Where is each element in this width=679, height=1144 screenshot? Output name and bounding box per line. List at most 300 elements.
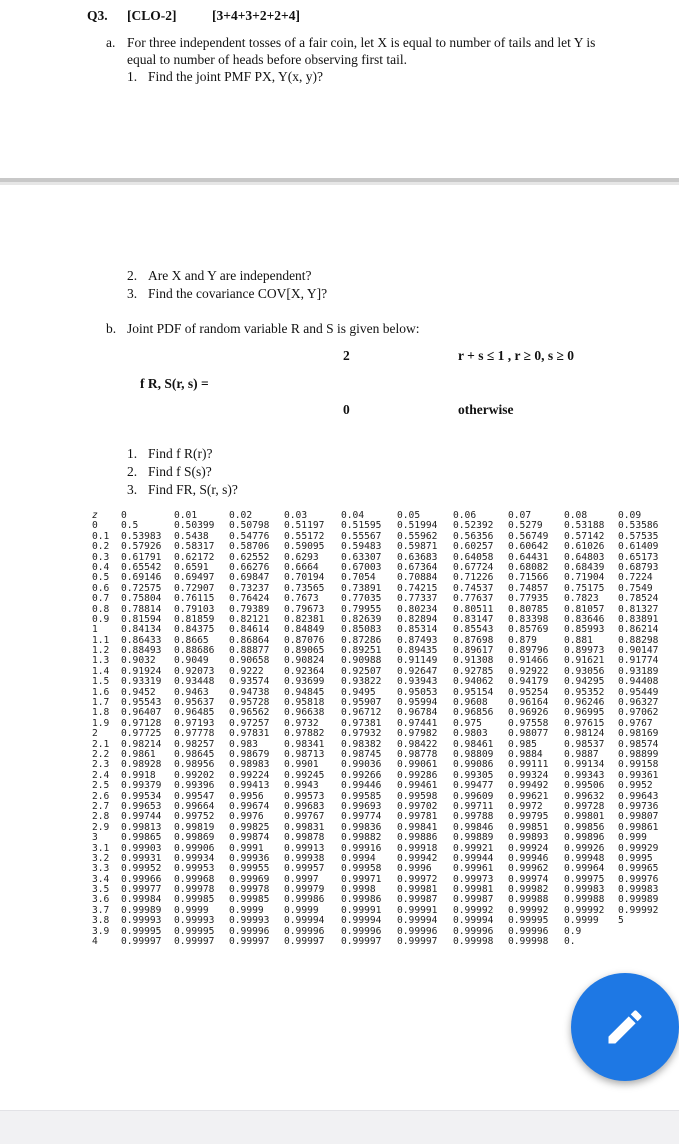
z-value-cell: 1.1 xyxy=(92,634,110,646)
probability-cell: 0.96407 xyxy=(121,707,162,719)
probability-cell: 0.51197 xyxy=(284,520,325,532)
probability-cell: 0.79955 xyxy=(341,603,382,615)
probability-cell: 0.99994 xyxy=(284,915,325,927)
probability-cell: 0.95728 xyxy=(229,697,270,709)
probability-cell: 0.9049 xyxy=(174,655,209,667)
probability-cell: 0.9999 xyxy=(284,904,319,916)
probability-cell: 0.9952 xyxy=(618,780,653,792)
probability-cell: 0.99995 xyxy=(508,915,549,927)
clo-tag: [CLO-2] xyxy=(127,8,177,23)
probability-cell: 0.95818 xyxy=(284,697,325,709)
probability-cell: 0.99993 xyxy=(174,915,215,927)
probability-cell: 0.99955 xyxy=(229,863,270,875)
probability-cell: 0.85314 xyxy=(397,624,438,636)
probability-cell: 0.92073 xyxy=(174,665,215,677)
probability-cell: 0.9452 xyxy=(121,686,156,698)
probability-cell: 0.95994 xyxy=(397,697,438,709)
probability-cell: 0.69847 xyxy=(229,572,270,584)
probability-cell: 0.99711 xyxy=(453,800,494,812)
part-a-item-1-text: Find the joint PMF PX, Y(x, y)? xyxy=(148,69,324,84)
z-value-cell: 0.5 xyxy=(92,572,110,584)
probability-cell: 0.71904 xyxy=(564,572,605,584)
probability-cell: 0.86433 xyxy=(121,634,162,646)
probability-cell: 0.82121 xyxy=(229,613,270,625)
probability-cell: 0.99916 xyxy=(341,842,382,854)
probability-cell: 0.99997 xyxy=(397,936,438,948)
probability-cell: 0.99831 xyxy=(284,821,325,833)
probability-cell: 0.89251 xyxy=(341,645,382,657)
probability-cell: 0.97882 xyxy=(284,728,325,740)
probability-cell: 0.99996 xyxy=(284,925,325,937)
probability-cell: 0.98257 xyxy=(174,738,215,750)
part-b-item-2-num: 2. xyxy=(127,464,138,479)
probability-cell: 0.85543 xyxy=(453,624,494,636)
probability-cell: 0.98214 xyxy=(121,738,162,750)
probability-cell: 0.99974 xyxy=(508,873,549,885)
probability-cell: 0.99396 xyxy=(174,780,215,792)
probability-cell: 0.7054 xyxy=(341,572,376,584)
probability-cell: 0.66276 xyxy=(229,561,270,573)
probability-cell: 0.99992 xyxy=(508,904,549,916)
probability-cell: 0.99477 xyxy=(453,780,494,792)
probability-cell: 0.81327 xyxy=(618,603,659,615)
probability-cell: 0.91621 xyxy=(564,655,605,667)
probability-cell: 0.05 xyxy=(397,510,421,521)
probability-cell: 0.50798 xyxy=(229,520,270,532)
probability-cell: 0.53586 xyxy=(618,520,659,532)
probability-cell: 0.98124 xyxy=(564,728,605,740)
probability-cell: 0.985 xyxy=(508,738,537,750)
probability-cell: 0.9996 xyxy=(397,863,432,875)
probability-cell: 0.983 xyxy=(229,738,258,750)
probability-cell: 0.77935 xyxy=(508,593,549,605)
probability-cell: 0.98382 xyxy=(341,738,382,750)
probability-cell: 0.65173 xyxy=(618,551,659,563)
probability-cell: 0.96562 xyxy=(229,707,270,719)
probability-cell: 0.75804 xyxy=(121,593,162,605)
probability-cell: 0.99997 xyxy=(341,936,382,948)
probability-cell: 0.97831 xyxy=(229,728,270,740)
probability-cell: 0.97615 xyxy=(564,717,605,729)
probability-cell: 0.99305 xyxy=(453,769,494,781)
probability-cell: 0.99674 xyxy=(229,800,270,812)
probability-cell: 0.99752 xyxy=(174,811,215,823)
probability-cell: 0.90658 xyxy=(229,655,270,667)
probability-cell: 0.69497 xyxy=(174,572,215,584)
probability-cell: 0.91774 xyxy=(618,655,659,667)
probability-cell: 0.99813 xyxy=(121,821,162,833)
z-value-cell: 2.2 xyxy=(92,748,110,760)
probability-cell: 0.56356 xyxy=(453,530,494,542)
z-value-cell: 3.7 xyxy=(92,904,110,916)
probability-cell: 0.80511 xyxy=(453,603,494,615)
probability-cell: 0.99953 xyxy=(174,863,215,875)
probability-cell: 0.99643 xyxy=(618,790,659,802)
z-value-cell: 1.6 xyxy=(92,686,110,698)
probability-cell: 0.81859 xyxy=(174,613,215,625)
probability-cell: 0.95352 xyxy=(564,686,605,698)
probability-cell: 0.99913 xyxy=(284,842,325,854)
pdf-case-1-condition: r + s ≤ 1 , r ≥ 0, s ≥ 0 xyxy=(458,348,575,363)
z-value-cell: 1.4 xyxy=(92,665,110,677)
z-value-cell: 2 xyxy=(92,728,98,740)
probability-cell: 0.85993 xyxy=(564,624,605,636)
probability-cell: 0.79103 xyxy=(174,603,215,615)
probability-cell: 0.9999 xyxy=(564,915,599,927)
probability-cell: 0.59871 xyxy=(397,541,438,553)
probability-cell: 0.99245 xyxy=(284,769,325,781)
probability-cell: 0.9767 xyxy=(618,717,653,729)
part-b-item-3-text: Find FR, S(r, s)? xyxy=(148,482,238,497)
probability-cell: 0.97128 xyxy=(121,717,162,729)
probability-cell: 0.89796 xyxy=(508,645,549,657)
pdf-case-1-value: 2 xyxy=(343,348,350,363)
probability-cell: 0.9943 xyxy=(284,780,319,792)
probability-cell: 0.83147 xyxy=(453,613,494,625)
probability-cell: 0.92507 xyxy=(341,665,382,677)
probability-cell: 0.99825 xyxy=(229,821,270,833)
probability-cell: 0.99918 xyxy=(397,842,438,854)
probability-cell: 0.96856 xyxy=(453,707,494,719)
probability-cell: 0.84849 xyxy=(284,624,325,636)
pdf-case-2-value: 0 xyxy=(343,402,350,417)
probability-cell: 0.99977 xyxy=(121,884,162,896)
probability-cell: 0.99997 xyxy=(174,936,215,948)
probability-cell: 0.86864 xyxy=(229,634,270,646)
probability-cell: 0.99979 xyxy=(284,884,325,896)
probability-cell: 0.99807 xyxy=(618,811,659,823)
probability-cell: 0.99944 xyxy=(453,852,494,864)
probability-cell: 0.99986 xyxy=(341,894,382,906)
probability-cell: 0.99111 xyxy=(508,759,549,771)
probability-cell: 0.03 xyxy=(284,510,308,521)
probability-cell: 0.93943 xyxy=(397,676,438,688)
probability-cell: 0.99836 xyxy=(341,821,382,833)
probability-cell: 0.9222 xyxy=(229,665,264,677)
part-a-item-1-num: 1. xyxy=(127,69,138,84)
probability-cell: 0.69146 xyxy=(121,572,162,584)
probability-cell: 0.63683 xyxy=(397,551,438,563)
probability-cell: 0.99952 xyxy=(121,863,162,875)
probability-cell: 0.99061 xyxy=(397,759,438,771)
probability-cell: 0.99856 xyxy=(564,821,605,833)
probability-cell: 0.99995 xyxy=(121,925,162,937)
probability-cell: 0.99882 xyxy=(341,832,382,844)
z-value-cell: 3.6 xyxy=(92,894,110,906)
probability-cell: 0.9884 xyxy=(508,748,543,760)
probability-cell: 0.99921 xyxy=(453,842,494,854)
z-value-cell: 0.6 xyxy=(92,582,110,594)
probability-cell: 0.99819 xyxy=(174,821,215,833)
probability-cell: 0.97193 xyxy=(174,717,215,729)
probability-cell: 0.96164 xyxy=(508,697,549,709)
z-value-cell: 1.9 xyxy=(92,717,110,729)
page-divider-shadow xyxy=(0,182,679,185)
probability-cell: 0.92922 xyxy=(508,665,549,677)
probability-cell: 0.99995 xyxy=(174,925,215,937)
probability-cell: 0.77035 xyxy=(341,593,382,605)
probability-cell: 0.83646 xyxy=(564,613,605,625)
probability-cell: 0.99989 xyxy=(618,894,659,906)
probability-cell: 0.09 xyxy=(618,510,642,521)
z-value-cell: 3.4 xyxy=(92,873,110,885)
probability-cell: 0.85083 xyxy=(341,624,382,636)
probability-cell: 0.99997 xyxy=(121,936,162,948)
probability-cell: 0.99985 xyxy=(229,894,270,906)
probability-cell: 0.50399 xyxy=(174,520,215,532)
z-value-cell: 2.7 xyxy=(92,800,110,812)
probability-cell: 0.98983 xyxy=(229,759,270,771)
probability-cell: 0.90147 xyxy=(618,645,659,657)
probability-cell: 0.99492 xyxy=(508,780,549,792)
probability-cell: 0.96638 xyxy=(284,707,325,719)
probability-cell: 0.98461 xyxy=(453,738,494,750)
probability-cell: 0.975 xyxy=(453,717,482,729)
probability-cell: 0.64058 xyxy=(453,551,494,563)
probability-cell: 0.99621 xyxy=(508,790,549,802)
question-number: Q3. xyxy=(87,8,108,23)
probability-cell: 0.90824 xyxy=(284,655,325,667)
probability-cell: 0.5438 xyxy=(174,530,209,542)
probability-cell: 0.99965 xyxy=(618,863,659,875)
part-b-item-2-text: Find f S(s)? xyxy=(148,464,212,479)
probability-cell: 0.95637 xyxy=(174,697,215,709)
probability-cell: 0.99994 xyxy=(341,915,382,927)
z-value-cell: 0.2 xyxy=(92,541,110,553)
probability-cell: 0.74537 xyxy=(453,582,494,594)
probability-cell: 0.57535 xyxy=(618,530,659,542)
probability-cell: 0.99906 xyxy=(174,842,215,854)
probability-cell: 0.98645 xyxy=(174,748,215,760)
probability-cell: 0.9999 xyxy=(229,904,264,916)
probability-cell: 0.83398 xyxy=(508,613,549,625)
z-value-cell: 3.9 xyxy=(92,925,110,937)
probability-cell: 0.02 xyxy=(229,510,253,521)
probability-cell: 0.99841 xyxy=(397,821,438,833)
probability-cell: 0 xyxy=(121,510,127,521)
probability-cell: 0.9918 xyxy=(121,769,156,781)
probability-cell: 0.68082 xyxy=(508,561,549,573)
probability-cell: 0.6591 xyxy=(174,561,209,573)
part-a-line-2: equal to number of heads before observing first tail. xyxy=(127,52,408,67)
probability-cell: 0.94738 xyxy=(229,686,270,698)
probability-cell: 0.61791 xyxy=(121,551,162,563)
probability-cell: 0.54776 xyxy=(229,530,270,542)
probability-cell: 0.99957 xyxy=(284,863,325,875)
probability-cell: 0.96995 xyxy=(564,707,605,719)
probability-cell: 0.99981 xyxy=(453,884,494,896)
probability-cell: 0.78524 xyxy=(618,593,659,605)
probability-cell: 0.95154 xyxy=(453,686,494,698)
probability-cell: 0.99973 xyxy=(453,873,494,885)
z-value-cell: 2.8 xyxy=(92,811,110,823)
probability-cell: 0.80234 xyxy=(397,603,438,615)
z-value-cell: 2.5 xyxy=(92,780,110,792)
part-a-line-1: For three independent tosses of a fair coin, let X is equal to number of tails and let Y is xyxy=(127,35,596,50)
part-b-label: b. xyxy=(106,321,117,336)
probability-cell: 0.9463 xyxy=(174,686,209,698)
probability-cell: 0.99324 xyxy=(508,769,549,781)
probability-cell: 0.7823 xyxy=(564,593,599,605)
probability-cell: 0.99992 xyxy=(453,904,494,916)
probability-cell: 0.99134 xyxy=(564,759,605,771)
probability-cell: 0.9994 xyxy=(341,852,376,864)
probability-cell: 0.99846 xyxy=(453,821,494,833)
probability-cell: 0.96246 xyxy=(564,697,605,709)
probability-cell: 0.7673 xyxy=(284,593,319,605)
probability-cell: 0.99693 xyxy=(341,800,382,812)
probability-cell: 0.93319 xyxy=(121,676,162,688)
probability-cell: 0.9999 xyxy=(174,904,209,916)
probability-cell: 0.99931 xyxy=(121,852,162,864)
probability-cell: 0.99929 xyxy=(618,842,659,854)
probability-cell: 0.84134 xyxy=(121,624,162,636)
probability-cell: 0.92785 xyxy=(453,665,494,677)
probability-cell: 0.5 xyxy=(121,520,139,532)
z-value-cell: 0.7 xyxy=(92,593,110,605)
probability-cell: 0.879 xyxy=(508,634,537,646)
probability-cell: 0.89973 xyxy=(564,645,605,657)
probability-cell: 0.6293 xyxy=(284,551,319,563)
probability-cell: 0.99946 xyxy=(508,852,549,864)
probability-cell: 0.99978 xyxy=(229,884,270,896)
probability-cell: 0.04 xyxy=(341,510,365,521)
probability-cell: 0.99506 xyxy=(564,780,605,792)
probability-cell: 0.94179 xyxy=(508,676,549,688)
probability-cell: 0.99158 xyxy=(618,759,659,771)
z-value-cell: 0.9 xyxy=(92,613,110,625)
probability-cell: 0.68439 xyxy=(564,561,605,573)
probability-cell: 0.99874 xyxy=(229,832,270,844)
probability-cell: 0.62172 xyxy=(174,551,215,563)
probability-cell: 0.9732 xyxy=(284,717,319,729)
probability-cell: 0.99985 xyxy=(174,894,215,906)
z-value-cell: 3.1 xyxy=(92,842,110,854)
probability-cell: 0.98809 xyxy=(453,748,494,760)
probability-cell: 0.71566 xyxy=(508,572,549,584)
probability-cell: 0.97778 xyxy=(174,728,215,740)
probability-cell: 0.98778 xyxy=(397,748,438,760)
z-value-cell: z xyxy=(92,510,98,521)
z-value-cell: 0.1 xyxy=(92,530,110,542)
probability-cell: 0.99788 xyxy=(453,811,494,823)
probability-cell: 0.99744 xyxy=(121,811,162,823)
z-value-cell: 2.6 xyxy=(92,790,110,802)
probability-cell: 0.87493 xyxy=(397,634,438,646)
probability-cell: 0.9998 xyxy=(341,884,376,896)
probability-cell: 0.99971 xyxy=(341,873,382,885)
probability-cell: 0.78814 xyxy=(121,603,162,615)
probability-cell: 0.76424 xyxy=(229,593,270,605)
probability-cell: 0.73237 xyxy=(229,582,270,594)
probability-cell: 0.98574 xyxy=(618,738,659,750)
probability-cell: 0.99632 xyxy=(564,790,605,802)
z-value-cell: 0.8 xyxy=(92,603,110,615)
probability-cell: 0.89435 xyxy=(397,645,438,657)
probability-cell: 0.99964 xyxy=(564,863,605,875)
probability-cell: 0.93574 xyxy=(229,676,270,688)
probability-cell: 0.97381 xyxy=(341,717,382,729)
probability-cell: 0.9495 xyxy=(341,686,376,698)
probability-cell: 0.55567 xyxy=(341,530,382,542)
probability-cell: 0.53983 xyxy=(121,530,162,542)
probability-cell: 0.63307 xyxy=(341,551,382,563)
probability-cell: 5 xyxy=(618,915,624,927)
probability-cell: 0.80785 xyxy=(508,603,549,615)
probability-cell: 0.99728 xyxy=(564,800,605,812)
probability-cell: 0.9976 xyxy=(229,811,264,823)
probability-cell: 0.98341 xyxy=(284,738,325,750)
probability-cell: 0.9608 xyxy=(453,697,488,709)
probability-cell: 0.99996 xyxy=(229,925,270,937)
probability-cell: 0.52392 xyxy=(453,520,494,532)
probability-cell: 0.99992 xyxy=(564,904,605,916)
probability-cell: 0.87076 xyxy=(284,634,325,646)
edit-fab-button[interactable] xyxy=(571,973,679,1081)
probability-cell: 0.56749 xyxy=(508,530,549,542)
probability-cell: 0.55962 xyxy=(397,530,438,542)
probability-cell: 0.99036 xyxy=(341,759,382,771)
probability-cell: 0.58706 xyxy=(229,541,270,553)
probability-cell: 0.96926 xyxy=(508,707,549,719)
probability-cell: 0.77337 xyxy=(397,593,438,605)
z-value-cell: 2.1 xyxy=(92,738,110,750)
probability-cell: 0.98928 xyxy=(121,759,162,771)
z-value-cell: 1.3 xyxy=(92,655,110,667)
probability-cell: 0.82639 xyxy=(341,613,382,625)
part-a-item-2-text: Are X and Y are independent? xyxy=(148,268,312,283)
probability-cell: 0.99994 xyxy=(453,915,494,927)
probability-cell: 0.61026 xyxy=(564,541,605,553)
probability-cell: 0.99461 xyxy=(397,780,438,792)
probability-cell: 0.6664 xyxy=(284,561,319,573)
probability-cell: 0.9972 xyxy=(508,800,543,812)
probability-cell: 0.99903 xyxy=(121,842,162,854)
probability-cell: 0.99994 xyxy=(397,915,438,927)
probability-cell: 0.99996 xyxy=(397,925,438,937)
probability-cell: 0.91308 xyxy=(453,655,494,667)
probability-cell: 0.84375 xyxy=(174,624,215,636)
z-value-cell: 3.2 xyxy=(92,852,110,864)
probability-cell: 0.86214 xyxy=(618,624,659,636)
probability-cell: 0.99978 xyxy=(174,884,215,896)
probability-cell: 0.99573 xyxy=(284,790,325,802)
bottom-bar xyxy=(0,1110,679,1144)
probability-cell: 0.55172 xyxy=(284,530,325,542)
probability-cell: 0.99968 xyxy=(174,873,215,885)
probability-cell: 0.88298 xyxy=(618,634,659,646)
probability-cell: 0.99987 xyxy=(453,894,494,906)
probability-cell: 0.01 xyxy=(174,510,198,521)
probability-cell: 0.61409 xyxy=(618,541,659,553)
probability-cell: 0.99774 xyxy=(341,811,382,823)
probability-cell: 0.99224 xyxy=(229,769,270,781)
probability-cell: 0.59483 xyxy=(341,541,382,553)
probability-cell: 0.95053 xyxy=(397,686,438,698)
probability-cell: 0. xyxy=(564,936,576,948)
probability-cell: 0.76115 xyxy=(174,593,215,605)
probability-cell: 0.99609 xyxy=(453,790,494,802)
probability-cell: 0.99948 xyxy=(564,852,605,864)
probability-cell: 0.84614 xyxy=(229,624,270,636)
probability-cell: 0.81594 xyxy=(121,613,162,625)
probability-cell: 0.99991 xyxy=(341,904,382,916)
probability-cell: 0.95254 xyxy=(508,686,549,698)
probability-cell: 0.99343 xyxy=(564,769,605,781)
probability-cell: 0.70194 xyxy=(284,572,325,584)
probability-cell: 0.99702 xyxy=(397,800,438,812)
probability-cell: 0.9991 xyxy=(229,842,264,854)
